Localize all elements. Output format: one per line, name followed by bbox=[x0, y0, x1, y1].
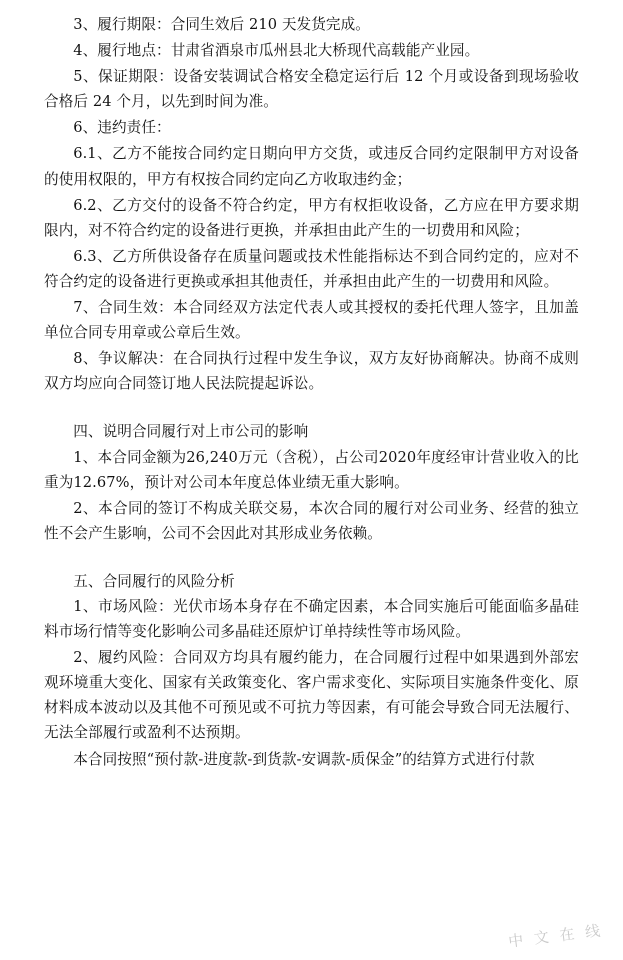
paragraph-item-7-effect: 7、合同生效：本合同经双方法定代表人或其授权的委托代理人签字，且加盖单位合同专用章或公章后生效。 bbox=[44, 299, 579, 342]
paragraph-section4-item-2: 2、本合同的签订不构成关联交易，本次合同的履行对公司业务、经营的独立性不会产生影响，公司不会因此对其形成业务依赖。 bbox=[44, 499, 579, 542]
paragraph-item-5-warranty: 5、保证期限：设备安装调试合格安全稳定运行后 12 个月或设备到现场验收合格后 24 个月，以先到时间为准。 bbox=[44, 68, 579, 111]
paragraph-item-6-liability: 6、违约责任： bbox=[73, 119, 171, 137]
paragraph-section4-item-1: 1、本合同金额为26,240万元（含税），占公司2020年度经审计营业收入的比重为12.67%，预计对公司本年度总体业绩无重大影响。 bbox=[44, 448, 579, 491]
section-spacer bbox=[44, 547, 579, 569]
watermark-line-1: 中 文 在 线 bbox=[507, 921, 604, 951]
paragraph-section5-item-3: 本合同按照“预付款-进度款-到货款-安调款-质保金”的结算方式进行付款 bbox=[73, 750, 535, 768]
paragraph-item-6-3: 6.3、乙方所供设备存在质量问题或技术性能指标达不到合同约定的，应对不符合约定的设备进行更换或承担其他责任，并承担由此产生的一切费用和风险。 bbox=[44, 247, 579, 290]
paragraph-section5-item-2: 2、履约风险：合同双方均具有履约能力，在合同履行过程中如果遇到外部宏观环境重大变化、国家有关政策变化、客户需求变化、实际项目实施条件变化、原材料成本波动以及其他不可预见或不可抗力等因素，有可能会导致合同无法履行、无法全部履行或盈利不达预期。 bbox=[44, 649, 579, 742]
section-four-heading: 四、说明合同履行对上市公司的影响 bbox=[73, 423, 309, 441]
paragraph-item-6-2: 6.2、乙方交付的设备不符合约定，甲方有权拒收设备，乙方应在甲方要求期限内，对不符合约定的设备进行更换，并承担由此产生的一切费用和风险； bbox=[44, 196, 579, 239]
paragraph-item-4-place: 4、履行地点：甘肃省酒泉市瓜州县北大桥现代高载能产业园。 bbox=[73, 42, 480, 60]
paragraph-item-6-1: 6.1、乙方不能按合同约定日期向甲方交货，或违反合同约定限制甲方对设备的使用权限的，甲方有权按合同约定向乙方收取违约金； bbox=[44, 145, 579, 188]
paragraph-item-3-term: 3、履行期限：合同生效后 210 天发货完成。 bbox=[73, 16, 371, 33]
watermark bbox=[507, 919, 604, 951]
section-five-heading: 五、合同履行的风险分析 bbox=[73, 572, 235, 590]
paragraph-section5-item-1: 1、市场风险：光伏市场本身存在不确定因素，本合同实施后可能面临多晶硅料市场行情等变化影响公司多晶硅还原炉订单持续性等市场风险。 bbox=[44, 597, 579, 641]
section-spacer bbox=[44, 397, 579, 419]
paragraph-item-8-dispute: 8、争议解决：在合同执行过程中发生争议，双方友好协商解决。协商不成则双方均应向合同签订地人民法院提起诉讼。 bbox=[44, 350, 579, 393]
